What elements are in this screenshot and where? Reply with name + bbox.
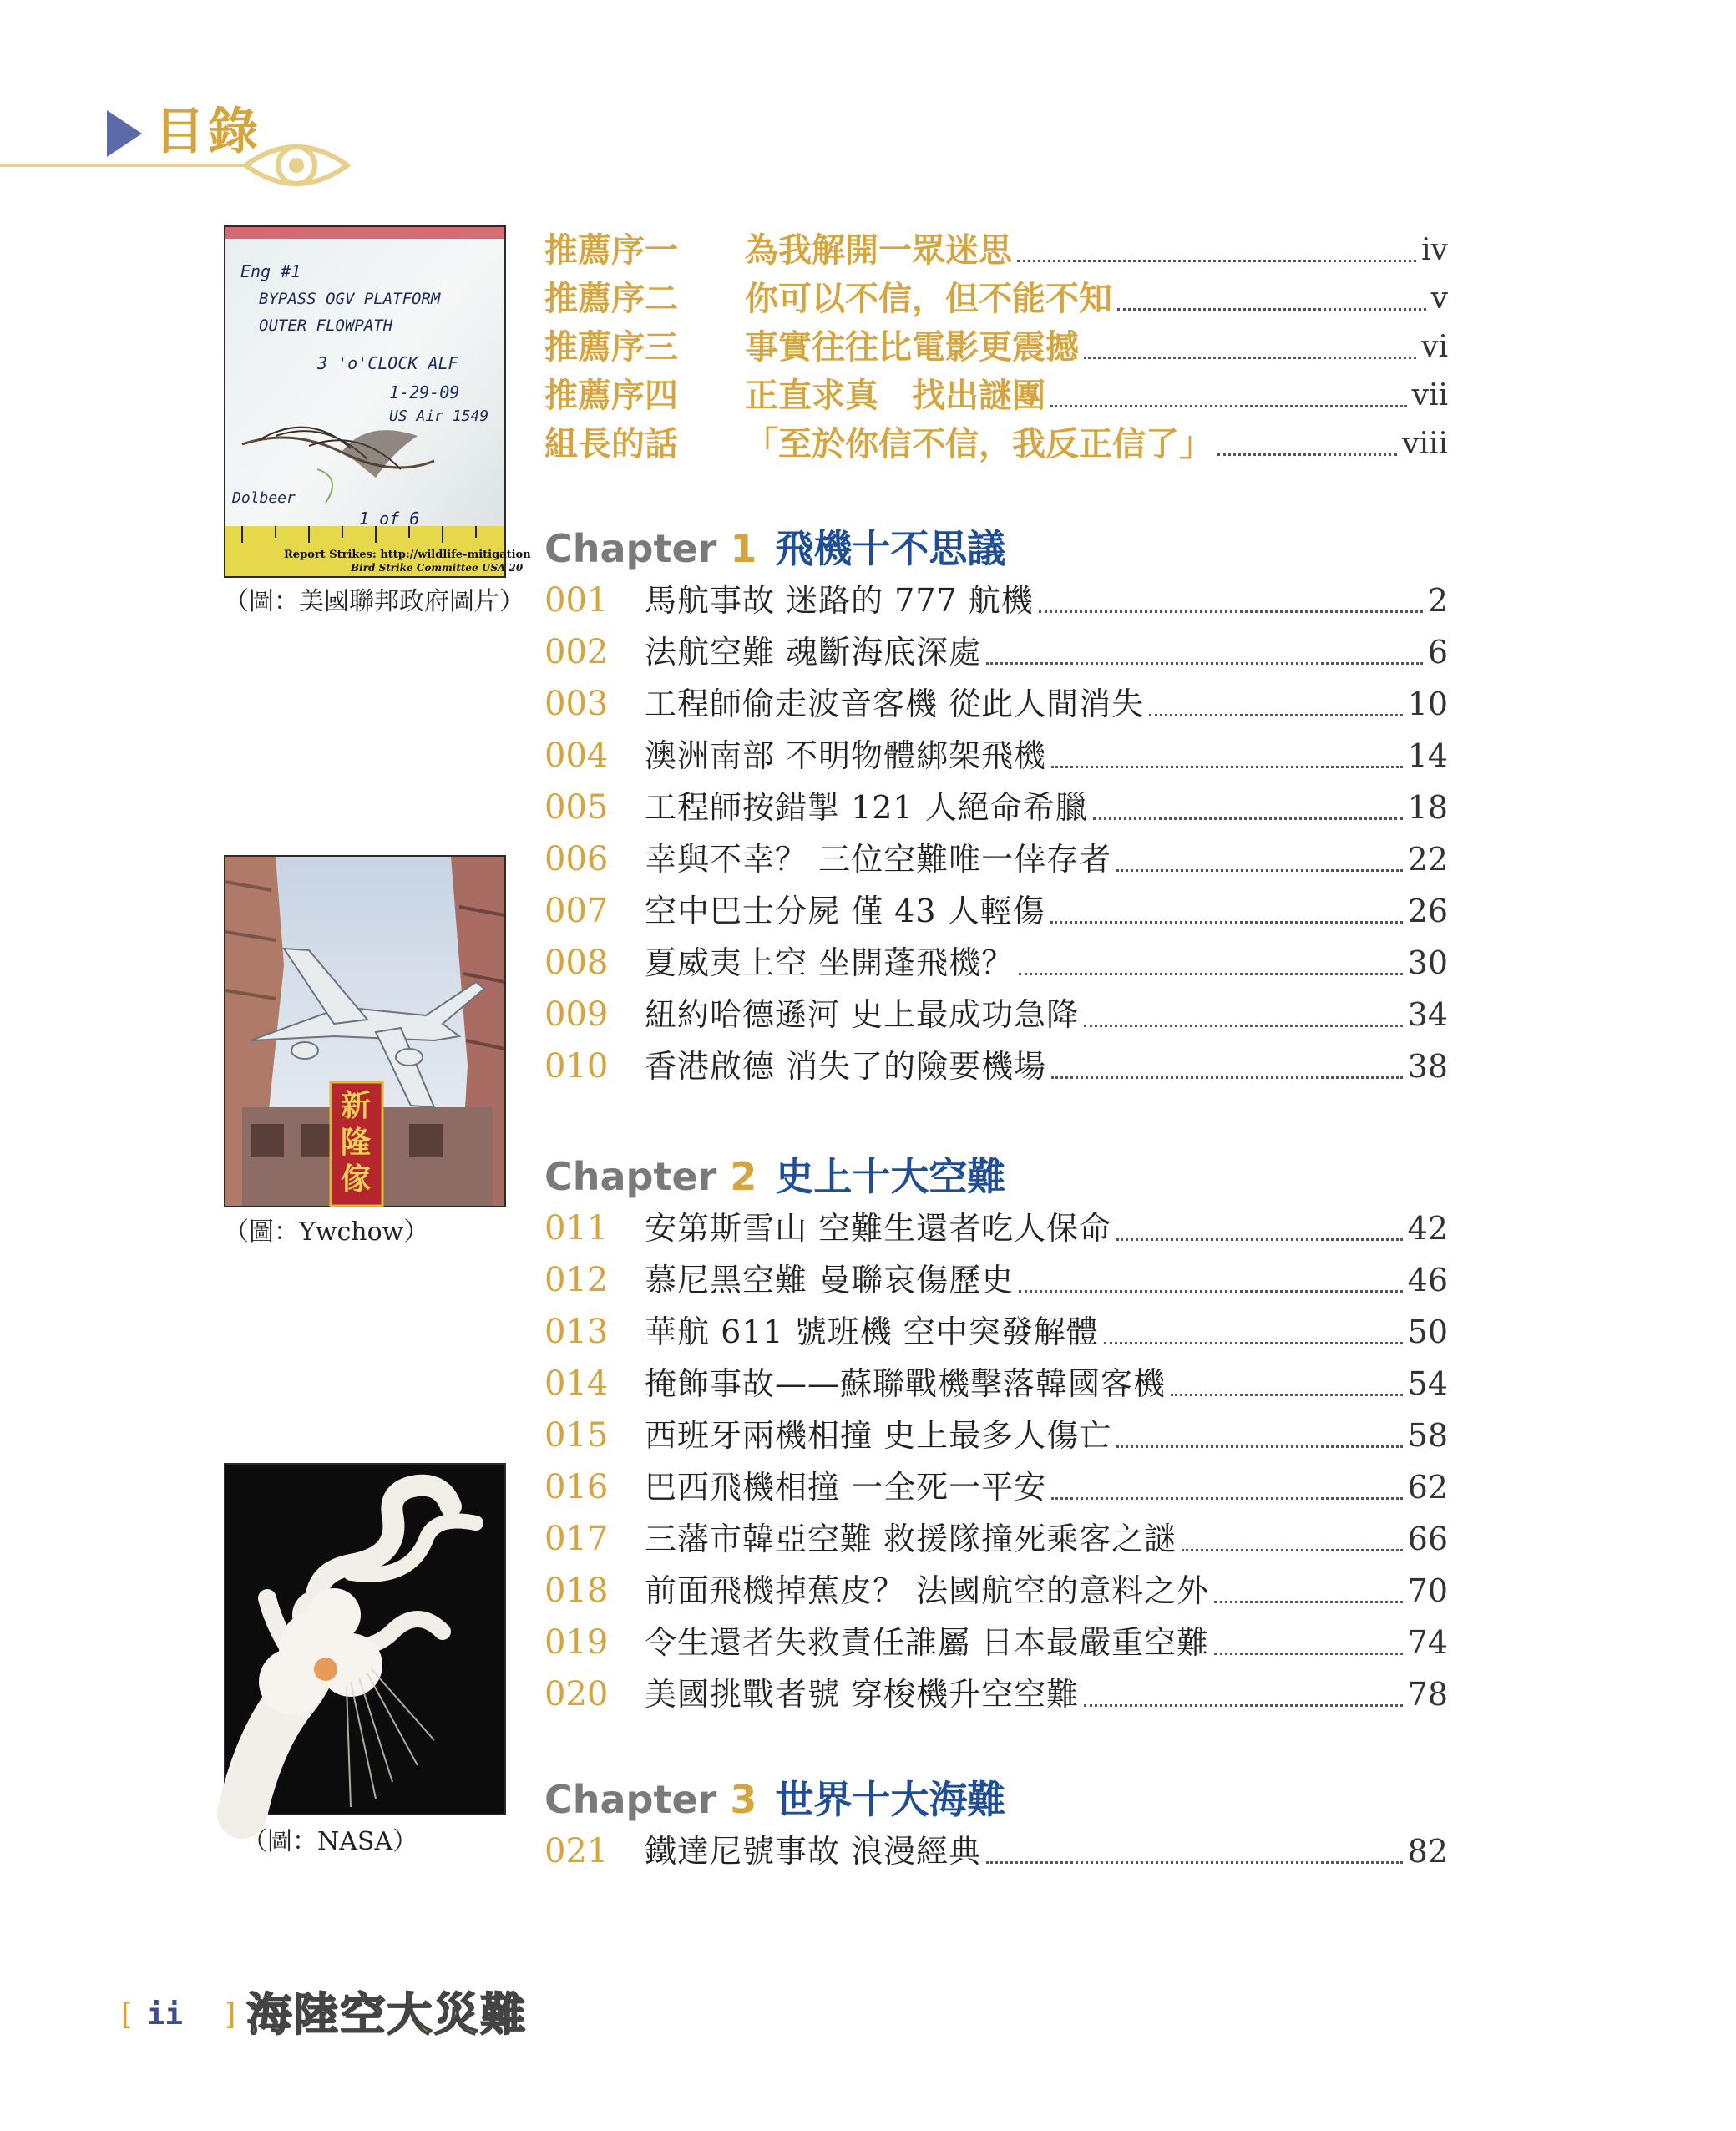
entry-number: 008 xyxy=(544,944,609,982)
chapter-number: 2 xyxy=(730,1154,757,1199)
entry-title: 夏威夷上空 坐開蓬飛機？ xyxy=(645,944,1015,981)
entry-page: 58 xyxy=(1407,1417,1448,1454)
toc-entry[interactable] xyxy=(544,985,1448,1037)
entry-title: 三藩市韓亞空難 救援隊撞死乘客之謎 xyxy=(645,1521,1177,1557)
note-line: OUTER FLOWPATH xyxy=(259,316,393,335)
entry-number: 015 xyxy=(544,1416,609,1455)
entry-page: 26 xyxy=(1407,893,1448,929)
chapter-number: 1 xyxy=(730,526,757,571)
entry-page: 14 xyxy=(1407,737,1448,774)
preface-title: 「至於你信不信，我反正信了」 xyxy=(745,425,1212,463)
entry-title: 巴西飛機相撞 一全死一平安 xyxy=(645,1469,1047,1506)
entry-number: 005 xyxy=(544,788,609,827)
toc-entry[interactable] xyxy=(544,1037,1448,1089)
leader-dots xyxy=(1116,1238,1403,1241)
entry-page: 42 xyxy=(1407,1210,1448,1247)
entry-title: 澳洲南部 不明物體綁架飛機 xyxy=(645,737,1047,774)
entry-title: 掩飾事故——蘇聯戰機擊落韓國客機 xyxy=(645,1365,1167,1402)
note-line: BYPASS OGV PLATFORM xyxy=(259,290,441,308)
entry-number: 002 xyxy=(544,633,609,671)
leader-dots xyxy=(1019,973,1403,975)
entry-number: 020 xyxy=(544,1675,609,1713)
chapter-heading[interactable] xyxy=(544,516,1005,575)
leader-dots xyxy=(1084,357,1416,359)
entry-page: 34 xyxy=(1407,996,1448,1033)
entry-number: 007 xyxy=(544,892,609,930)
toc-entry[interactable] xyxy=(544,623,1448,675)
leader-dots xyxy=(1084,1704,1403,1707)
footer xyxy=(117,1986,527,2044)
entry-title: 安第斯雪山 空難生還者吃人保命 xyxy=(645,1210,1112,1247)
entry-number: 016 xyxy=(544,1468,609,1506)
toc-entry[interactable] xyxy=(544,1199,1448,1251)
entry-page: 78 xyxy=(1407,1676,1448,1713)
preface-page: viii xyxy=(1402,427,1448,461)
entry-number: 019 xyxy=(544,1623,609,1662)
footer-bracket-open: [ xyxy=(117,1997,135,2032)
entry-page: 62 xyxy=(1407,1469,1448,1506)
photo-plane-kaitak xyxy=(224,855,506,1207)
entry-page: 74 xyxy=(1407,1624,1448,1661)
svg-text:傢: 傢 xyxy=(341,1162,372,1197)
preface-label: 推薦序二 xyxy=(544,280,678,318)
footer-book-title: 海陸空大災難 xyxy=(246,1988,528,2041)
entry-number: 021 xyxy=(544,1832,609,1870)
page-title: 目錄 xyxy=(154,103,261,161)
header-arrow-icon xyxy=(107,110,142,157)
entry-number: 018 xyxy=(544,1572,609,1610)
leader-dots xyxy=(1171,1394,1403,1396)
entry-title: 紐約哈德遜河 史上最成功急降 xyxy=(645,996,1080,1033)
entry-title: 馬航事故 迷路的 777 航機 xyxy=(645,582,1034,619)
leader-dots xyxy=(1093,817,1403,820)
leader-dots xyxy=(1039,610,1423,613)
entry-title: 慕尼黑空難 曼聯哀傷歷史 xyxy=(645,1262,1015,1298)
preface-page: v xyxy=(1430,281,1448,316)
entry-page: 54 xyxy=(1407,1365,1448,1402)
chapter-title: 世界十大海難 xyxy=(775,1777,1006,1822)
photo-caption: （圖：Ywchow） xyxy=(224,1217,429,1247)
note-line: 1-29-09 xyxy=(389,382,460,402)
entry-page: 6 xyxy=(1427,634,1448,671)
leader-dots xyxy=(1214,1601,1403,1603)
note-line: Eng #1 xyxy=(240,261,301,281)
preface-item[interactable] xyxy=(544,369,1448,418)
leader-dots xyxy=(1051,1076,1403,1079)
chapter-heading[interactable] xyxy=(544,1767,1005,1825)
preface-label: 推薦序一 xyxy=(544,231,678,270)
photo-caption: （圖：NASA） xyxy=(242,1827,418,1856)
toc-entry[interactable] xyxy=(544,1354,1448,1406)
entry-title: 前面飛機掉蕉皮？ 法國航空的意料之外 xyxy=(645,1572,1210,1609)
leader-dots xyxy=(986,1861,1403,1864)
preface-title: 你可以不信，但不能不知 xyxy=(745,280,1112,318)
chapter-word: Chapter xyxy=(544,1777,717,1822)
entry-title: 令生還者失救責任誰屬 日本最嚴重空難 xyxy=(645,1624,1210,1661)
entry-title: 法航空難 魂斷海底深處 xyxy=(645,634,982,671)
toc-entry[interactable] xyxy=(544,1562,1448,1613)
preface-label: 推薦序四 xyxy=(544,377,678,415)
toc-entry[interactable] xyxy=(544,1303,1448,1354)
chapter-title: 史上十大空難 xyxy=(775,1154,1006,1199)
entry-page: 82 xyxy=(1407,1833,1448,1870)
entry-number: 011 xyxy=(544,1209,609,1248)
toc-entry[interactable] xyxy=(544,1510,1448,1562)
entry-page: 22 xyxy=(1407,841,1448,878)
entry-title: 工程師按錯掣 121 人絕命希臘 xyxy=(645,789,1088,826)
entry-number: 009 xyxy=(544,995,609,1034)
chapter-heading[interactable] xyxy=(544,1144,1005,1202)
preface-page: vi xyxy=(1421,330,1448,364)
entry-title: 工程師偷走波音客機 從此人間消失 xyxy=(645,686,1145,722)
entry-title: 空中巴士分屍 僅 43 人輕傷 xyxy=(645,893,1045,929)
leader-dots xyxy=(1116,1445,1403,1448)
preface-title: 為我解開一眾迷思 xyxy=(745,231,1012,270)
note-line: US Air 1549 xyxy=(389,407,489,425)
entry-page: 2 xyxy=(1427,582,1448,619)
entry-page: 46 xyxy=(1407,1262,1448,1298)
leader-dots xyxy=(1050,405,1407,407)
preface-page: iv xyxy=(1421,233,1448,267)
chapter-number: 3 xyxy=(730,1777,757,1822)
note-line: 3 'o'CLOCK ALF xyxy=(317,353,458,373)
chapter-word: Chapter xyxy=(544,526,717,571)
entry-page: 18 xyxy=(1407,789,1448,826)
entry-number: 001 xyxy=(544,581,609,620)
preface-title: 正直求真 找出謎團 xyxy=(745,377,1045,415)
leader-dots xyxy=(1217,453,1397,456)
toc-entry[interactable] xyxy=(544,778,1448,830)
entry-number: 017 xyxy=(544,1520,609,1558)
leader-dots xyxy=(1116,869,1403,872)
toc-entry[interactable] xyxy=(544,1822,1448,1874)
entry-page: 30 xyxy=(1407,944,1448,981)
toc-entry[interactable] xyxy=(544,934,1448,985)
leader-dots xyxy=(1182,1549,1403,1551)
entry-number: 004 xyxy=(544,736,609,775)
preface-title: 事實往往比電影更震撼 xyxy=(745,328,1079,367)
svg-text:新: 新 xyxy=(341,1088,372,1123)
note-line: Bird Strike Committee USA 20 xyxy=(351,562,524,574)
leader-dots xyxy=(1019,1290,1403,1293)
leader-dots xyxy=(1149,714,1403,716)
note-line: Dolbeer xyxy=(232,489,296,507)
toc-entry[interactable] xyxy=(544,726,1448,778)
toc-entry[interactable] xyxy=(544,571,1448,623)
note-line: Report Strikes: http://wildlife-mitigation xyxy=(284,549,531,561)
footer-bracket-close: ] xyxy=(221,1997,240,2032)
entry-page: 10 xyxy=(1407,686,1448,722)
entry-title: 香港啟德 消失了的險要機場 xyxy=(645,1048,1047,1085)
toc-entry[interactable] xyxy=(544,675,1448,726)
leader-dots xyxy=(1051,1497,1403,1500)
entry-page: 38 xyxy=(1407,1048,1448,1085)
entry-page: 50 xyxy=(1407,1314,1448,1350)
photo-caption: （圖：美國聯邦政府圖片） xyxy=(224,587,524,616)
preface-item[interactable] xyxy=(544,321,1448,369)
photo-challenger-smoke xyxy=(224,1463,506,1815)
leader-dots xyxy=(1084,1025,1403,1027)
toc-entry[interactable] xyxy=(544,1665,1448,1717)
leader-dots xyxy=(986,662,1423,665)
toc-entry[interactable] xyxy=(544,882,1448,934)
entry-title: 西班牙兩機相撞 史上最多人傷亡 xyxy=(645,1417,1112,1454)
preface-page: vii xyxy=(1411,378,1448,413)
entry-title: 華航 611 號班機 空中突發解體 xyxy=(645,1314,1099,1350)
entry-number: 013 xyxy=(544,1313,609,1351)
leader-dots xyxy=(1017,260,1416,262)
preface-item[interactable] xyxy=(544,224,1448,272)
leader-dots xyxy=(1117,308,1426,311)
toc-entry[interactable] xyxy=(544,1458,1448,1510)
leader-dots xyxy=(1051,766,1403,768)
preface-label: 推薦序三 xyxy=(544,328,678,367)
footer-page-number: ii xyxy=(146,1997,184,2032)
toc-entry[interactable] xyxy=(544,830,1448,882)
preface-item[interactable] xyxy=(544,272,1448,321)
entry-title: 幸與不幸？ 三位空難唯一倖存者 xyxy=(645,841,1112,878)
leader-dots xyxy=(1050,921,1403,924)
entry-page: 70 xyxy=(1407,1572,1448,1609)
entry-page: 66 xyxy=(1407,1521,1448,1557)
chapter-title: 飛機十不思議 xyxy=(775,526,1006,571)
preface-item[interactable] xyxy=(544,418,1448,466)
note-line: 1 of 6 xyxy=(359,509,420,529)
entry-number: 012 xyxy=(544,1261,609,1299)
toc-entry[interactable] xyxy=(544,1251,1448,1303)
header-rule xyxy=(0,164,251,167)
chapter-word: Chapter xyxy=(544,1154,717,1199)
preface-label: 組長的話 xyxy=(544,425,678,463)
eye-icon xyxy=(242,134,351,197)
entry-title: 鐵達尼號事故 浪漫經典 xyxy=(645,1833,982,1870)
entry-number: 014 xyxy=(544,1364,609,1403)
leader-dots xyxy=(1214,1653,1403,1655)
entry-number: 006 xyxy=(544,840,609,878)
entry-title: 美國挑戰者號 穿梭機升空空難 xyxy=(645,1676,1080,1713)
photo-feather-evidence xyxy=(224,225,531,578)
entry-number: 010 xyxy=(544,1047,609,1086)
toc-entry[interactable] xyxy=(544,1406,1448,1458)
toc-entry[interactable] xyxy=(544,1613,1448,1665)
svg-text:隆: 隆 xyxy=(341,1125,372,1160)
leader-dots xyxy=(1104,1342,1403,1344)
entry-number: 003 xyxy=(544,685,609,723)
